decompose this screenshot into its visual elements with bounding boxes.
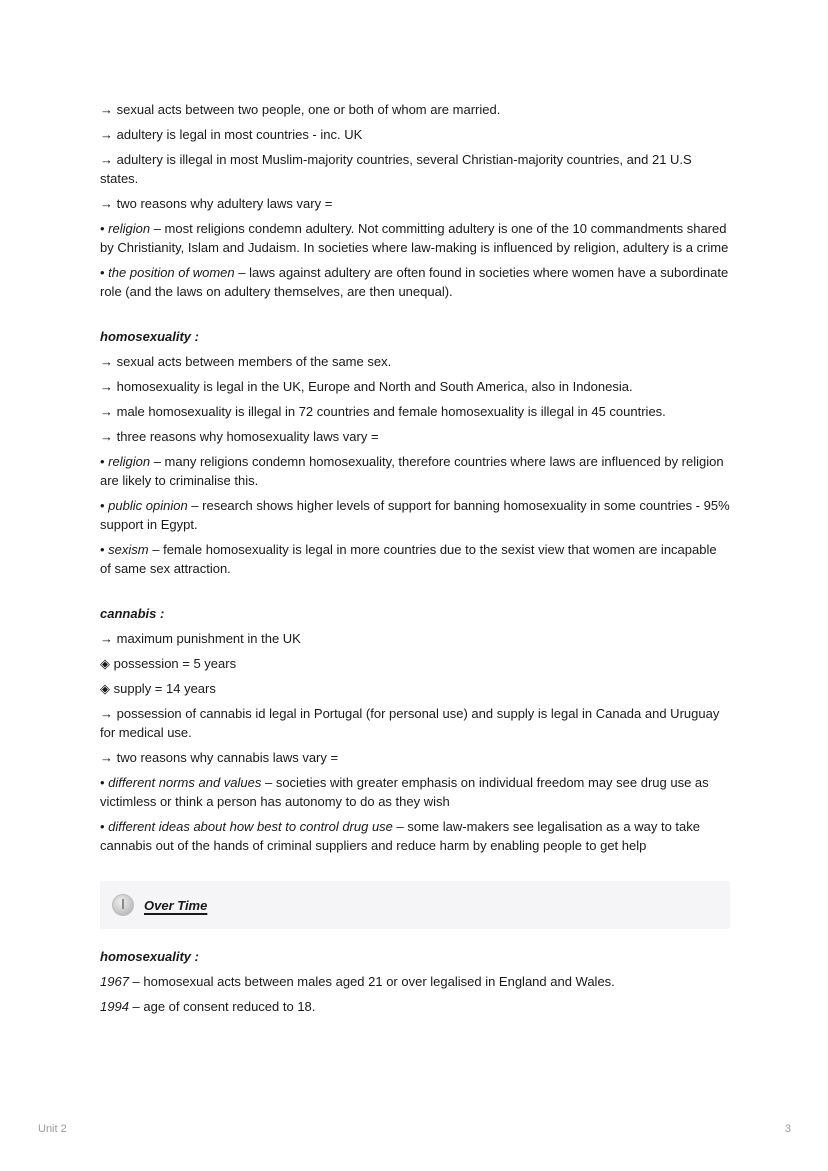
reason-item — [100, 263, 730, 301]
text-line: → homosexuality is legal in the UK, Europe and North and South America, also in Indonesia. — [100, 379, 633, 394]
reason-text: – societies with greater emphasis on individual freedom may see drug use as victimless or think a person has autonomy to do as they wish — [100, 775, 709, 809]
timeline-text: – age of consent reduced to 18. — [128, 999, 316, 1014]
text-line: → two reasons why cannabis laws vary = — [100, 750, 339, 765]
reason-text: – some law-makers see legalisation as a way to take cannabis out of the hands of criminal suppliers and reduce harm by enabling people to get help — [100, 819, 701, 853]
over-time-callout — [100, 881, 730, 929]
reason-item — [100, 496, 730, 534]
section-heading: cannabis : — [100, 606, 165, 621]
reason-text: – research shows higher levels of support for banning homosexuality in some countries - 95% support in Egypt. — [100, 498, 730, 532]
reason-term: sexism — [108, 542, 149, 557]
timeline-entry — [100, 972, 730, 991]
page-content — [100, 100, 730, 1022]
callout-title: Over Time — [144, 897, 208, 913]
text-line: → possession of cannabis id legal in Portugal (for personal use) and supply is legal in Canada and Uruguay for medical use. — [100, 706, 720, 740]
reason-term: different ideas about how best to control drug use — [108, 819, 393, 834]
text-line: → male homosexuality is illegal in 72 countries and female homosexuality is illegal in 45 countries. — [100, 404, 666, 419]
section-heading: homosexuality : — [100, 329, 199, 344]
reason-item — [100, 219, 730, 257]
text-line: → sexual acts between two people, one or both of whom are married. — [100, 102, 501, 117]
adultery-section — [100, 100, 730, 301]
reason-term: different norms and values — [108, 775, 262, 790]
reason-item — [100, 452, 730, 490]
spacer — [100, 307, 730, 327]
bullet-icon: • — [100, 542, 109, 557]
timer-icon — [112, 894, 134, 916]
reason-term: religion — [108, 221, 151, 236]
bullet-icon: • — [100, 454, 109, 469]
cannabis-section — [100, 604, 730, 855]
text-line: → sexual acts between members of the same sex. — [100, 354, 392, 369]
reason-text: – female homosexuality is legal in more countries due to the sexist view that women are incapable of same sex attraction. — [100, 542, 717, 576]
reason-item — [100, 540, 730, 578]
text-line: → adultery is legal in most countries - inc. UK — [100, 127, 363, 142]
bullet-icon: • — [100, 775, 109, 790]
bullet-icon: • — [100, 221, 109, 236]
over-time-section — [100, 947, 730, 1016]
text-line: → maximum punishment in the UK — [100, 631, 301, 646]
footer-unit-label: Unit 2 — [38, 1123, 67, 1135]
reason-term: religion — [108, 454, 151, 469]
section-heading: homosexuality : — [100, 949, 199, 964]
sub-item: ◈ supply = 14 years — [100, 681, 216, 696]
timeline-year: 1967 — [100, 974, 129, 989]
reason-item — [100, 817, 730, 855]
text-line: → adultery is illegal in most Muslim-majority countries, several Christian-majority countries, and 21 U.S states. — [100, 152, 692, 186]
homosexuality-section — [100, 327, 730, 578]
timeline-year: 1994 — [100, 999, 129, 1014]
text-line: → two reasons why adultery laws vary = — [100, 196, 333, 211]
bullet-icon: • — [100, 819, 109, 834]
reason-term: the position of women — [108, 265, 235, 280]
spacer — [100, 861, 730, 881]
bullet-icon: • — [100, 265, 109, 280]
reason-text: – many religions condemn homosexuality, therefore countries where laws are influenced by religion are likely to criminalise this. — [100, 454, 724, 488]
spacer — [100, 584, 730, 604]
reason-item — [100, 773, 730, 811]
reason-term: public opinion — [108, 498, 188, 513]
bullet-icon: • — [100, 498, 109, 513]
timeline-entry — [100, 997, 730, 1016]
text-line: → three reasons why homosexuality laws vary = — [100, 429, 379, 444]
sub-item: ◈ possession = 5 years — [100, 656, 237, 671]
reason-text: – laws against adultery are often found in societies where women have a subordinate role (and the laws on adultery themselves, are then unequal). — [100, 265, 729, 299]
page-number: 3 — [784, 1123, 791, 1135]
reason-text: – most religions condemn adultery. Not committing adultery is one of the 10 commandments shared by Christianity, Islam and Judaism. In societies where law-making is influenced by religion, adultery is a crime — [100, 221, 729, 255]
timeline-text: – homosexual acts between males aged 21 or over legalised in England and Wales. — [128, 974, 615, 989]
